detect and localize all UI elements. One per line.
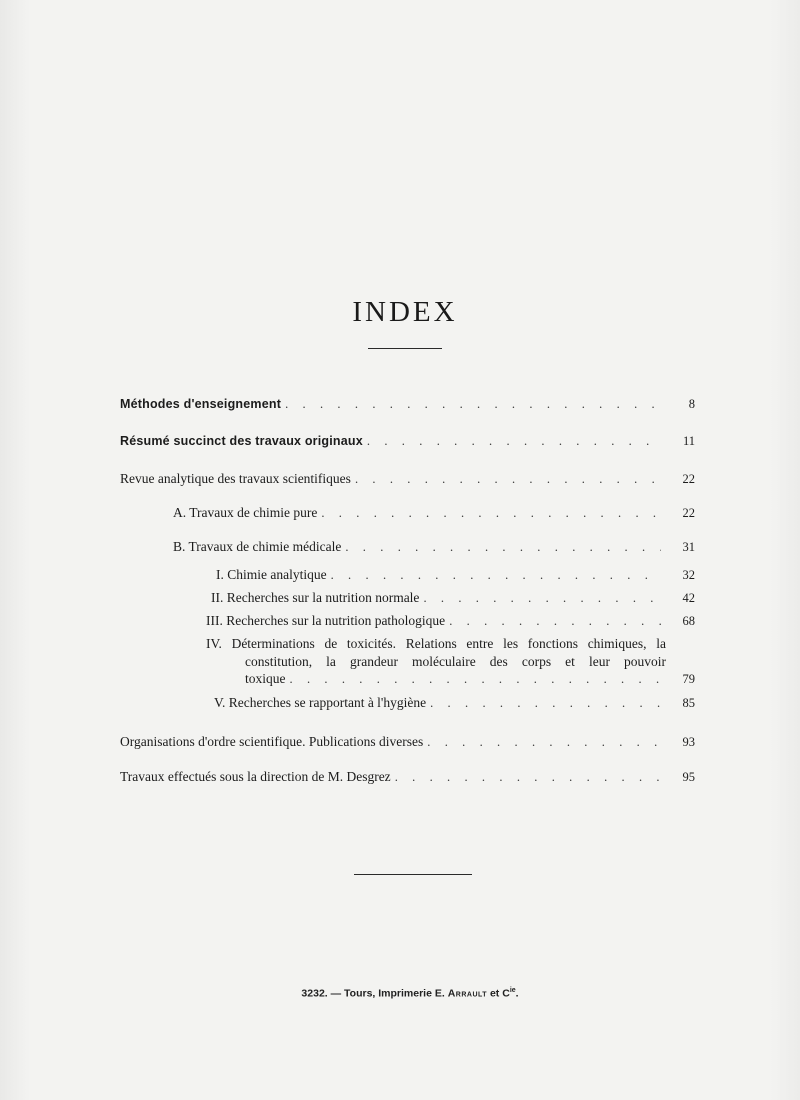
dot-leader <box>427 734 661 750</box>
index-entry-nutrition-normale[interactable] <box>211 590 695 606</box>
index-entry-nutrition-pathologique[interactable] <box>206 613 695 629</box>
entry-page-number: 22 <box>682 472 695 486</box>
index-entry-travaux-desgrez[interactable] <box>120 769 695 785</box>
entry-label: I. Chimie analytique <box>216 567 327 582</box>
entry-page-number: 95 <box>682 770 695 784</box>
entry-page-number: 93 <box>682 735 695 749</box>
footer-suffix: et C <box>487 987 510 1000</box>
entry-label: II. Recherches sur la nutrition normale <box>211 590 420 605</box>
entry-page-number: 31 <box>682 540 695 554</box>
dot-leader <box>355 471 661 487</box>
entry-label: Résumé succinct des travaux originaux <box>120 434 363 448</box>
entry-page-number: 32 <box>682 568 695 582</box>
dot-leader <box>449 613 661 629</box>
entry-label: B. Travaux de chimie médicale <box>173 539 342 554</box>
dot-leader <box>430 695 661 711</box>
dot-leader <box>367 433 661 449</box>
index-entry-resume[interactable] <box>120 433 695 449</box>
dot-leader <box>345 539 661 555</box>
index-entry-hygiene[interactable] <box>214 695 695 711</box>
index-entry-revue[interactable] <box>120 471 695 487</box>
dot-leader <box>395 769 661 785</box>
footer-end: . <box>515 987 519 1000</box>
index-entry-chimie-pure[interactable] <box>173 505 695 521</box>
footer-printer-name: Arrault <box>447 987 488 1000</box>
entry-label-line-1: IV. Déterminations de toxicités. Relations entre les fonctions chimiques, la <box>206 636 666 651</box>
dot-leader <box>285 396 661 412</box>
entry-label: Revue analytique des travaux scientifiques <box>120 471 351 486</box>
entry-label: III. Recherches sur la nutrition pathologique <box>206 613 446 628</box>
index-entry-chimie-medicale[interactable] <box>173 539 695 555</box>
entry-label: Organisations d'ordre scientifique. Publications diverses <box>120 734 424 749</box>
entry-page-number: 79 <box>682 672 695 686</box>
index-entry-toxicites-last-line[interactable] <box>245 671 695 687</box>
index-entry-toxicites[interactable] <box>206 635 666 671</box>
dot-leader <box>321 505 661 521</box>
footer-prefix: 3232. — Tours, Imprimerie E. <box>301 987 448 1000</box>
entry-page-number: 8 <box>688 397 695 411</box>
entry-page-number: 22 <box>682 506 695 520</box>
printer-footer <box>0 987 800 1000</box>
title-rule <box>368 348 442 349</box>
entry-page-number: 42 <box>682 591 695 605</box>
dot-leader <box>290 671 662 687</box>
entry-label-line-3: toxique <box>245 671 286 686</box>
index-entry-organisations[interactable] <box>120 734 695 750</box>
entry-label: Travaux effectués sous la direction de M. Desgrez <box>120 769 391 784</box>
closing-rule <box>354 874 472 875</box>
entry-label: A. Travaux de chimie pure <box>173 505 318 520</box>
index-entry-chimie-analytique[interactable] <box>216 567 695 583</box>
footer-superscript: ie <box>509 987 516 994</box>
dot-leader <box>423 590 661 606</box>
entry-page-number: 68 <box>682 614 695 628</box>
dot-leader <box>331 567 661 583</box>
entry-label: V. Recherches se rapportant à l'hygiène <box>214 695 427 710</box>
entry-label-line-2: constitution, la grandeur moléculaire des corps et leur pouvoir <box>245 654 666 669</box>
index-entry-methodes[interactable] <box>120 396 695 412</box>
entry-label: Méthodes d'enseignement <box>120 397 282 411</box>
page-title: INDEX <box>352 296 458 328</box>
entry-page-number: 11 <box>682 434 695 448</box>
entry-page-number: 85 <box>682 696 695 710</box>
